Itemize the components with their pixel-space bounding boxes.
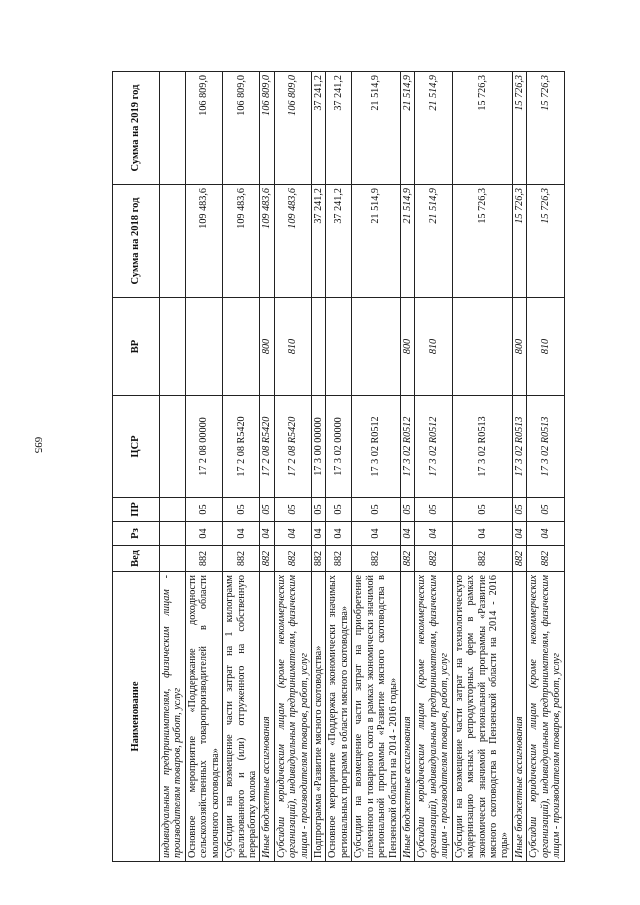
table-row	[415, 72, 452, 862]
cell-rz: 04	[326, 522, 352, 546]
cell-name: Субсидии юридическим лицам (кроме некоммерческих организаций), индивидуальным предпринимателям, физическим лицам - производителям товаров, работ, услуг	[527, 572, 564, 862]
cell-ved: 882	[415, 546, 452, 572]
cell-rz: 04	[185, 522, 222, 546]
cell-pr: 05	[401, 498, 415, 522]
cell-pr: 05	[185, 498, 222, 522]
cell-rz: 04	[452, 522, 512, 546]
table-row	[260, 72, 274, 862]
cell-ved: 882	[527, 546, 564, 572]
cell-csr: 17 3 02 R0512	[401, 396, 415, 498]
cell-csr: 17 3 02 R0512	[415, 396, 452, 498]
cell-vr: 810	[274, 298, 311, 396]
table-row	[223, 72, 260, 862]
cell-sum-2018: 37 241,2	[312, 185, 326, 298]
cell-name: Основное мероприятие «Поддержка экономически значимых региональных программ в области мясного скотоводства»	[326, 572, 352, 862]
cell-rz: 04	[274, 522, 311, 546]
cell-rz: 04	[312, 522, 326, 546]
cell-csr: 17 2 08 R5420	[260, 396, 274, 498]
cell-csr: 17 3 02 00000	[326, 396, 352, 498]
cell-sum-2019: 21 514,9	[401, 72, 415, 185]
cell-sum-2018: 21 514,9	[415, 185, 452, 298]
header-sum-2019: Сумма на 2019 год	[113, 72, 160, 185]
cell-name: Субсидии на возмещение части затрат на технологическую модернизацию мясных репродукторных ферм в рамках экономически значимой региональной программы «Развитие мясного скотоводства в Пензенской области на 2014 - 2016 годы»	[452, 572, 512, 862]
cell-ved: 882	[260, 546, 274, 572]
cell-name: Субсидии на возмещение части затрат на приобретение племенного и товарного скота в рамках экономически значимой региональной программы «Развитие мясного скотоводства в Пензенской области на 2014 - 2016 годы»	[352, 572, 401, 862]
cell-rz: 04	[260, 522, 274, 546]
cell-sum-2019: 21 514,9	[352, 72, 401, 185]
cell-vr: 810	[527, 298, 564, 396]
cell-vr: 810	[415, 298, 452, 396]
cell-name: Подпрограмма «Развитие мясного скотоводства»	[312, 572, 326, 862]
cell-sum-2018: 109 483,6	[260, 185, 274, 298]
cell-vr	[160, 298, 186, 396]
cell-ved: 882	[185, 546, 222, 572]
rotated-budget-table	[112, 72, 565, 862]
header-pr: ПР	[113, 498, 160, 522]
cell-pr: 05	[415, 498, 452, 522]
cell-vr	[326, 298, 352, 396]
cell-sum-2019: 15 726,3	[512, 72, 526, 185]
cell-vr	[223, 298, 260, 396]
cell-ved: 882	[352, 546, 401, 572]
cell-ved: 882	[326, 546, 352, 572]
cell-name: Субсидии юридическим лицам (кроме некоммерческих организаций), индивидуальным предпринимателям, физическим лицам - производителям товаров, работ, услуг	[415, 572, 452, 862]
cell-sum-2019: 106 809,0	[260, 72, 274, 185]
cell-sum-2019: 21 514,9	[415, 72, 452, 185]
cell-sum-2018	[160, 185, 186, 298]
cell-name: Иные бюджетные ассигнования	[401, 572, 415, 862]
cell-sum-2018: 15 726,3	[452, 185, 512, 298]
cell-sum-2019: 15 726,3	[452, 72, 512, 185]
cell-vr	[352, 298, 401, 396]
table-row	[452, 72, 512, 862]
cell-csr: 17 2 08 00000	[185, 396, 222, 498]
table-row	[512, 72, 526, 862]
cell-sum-2018: 21 514,9	[401, 185, 415, 298]
table-row	[527, 72, 564, 862]
cell-pr: 05	[452, 498, 512, 522]
cell-vr: 800	[512, 298, 526, 396]
cell-sum-2019: 106 809,0	[185, 72, 222, 185]
cell-csr: 17 3 02 R0513	[512, 396, 526, 498]
cell-sum-2018: 37 241,2	[326, 185, 352, 298]
cell-sum-2019: 37 241,2	[326, 72, 352, 185]
cell-csr: 17 2 08 R5420	[274, 396, 311, 498]
cell-csr: 17 3 02 R0513	[452, 396, 512, 498]
cell-rz: 04	[527, 522, 564, 546]
cell-name: Иные бюджетные ассигнования	[260, 572, 274, 862]
cell-pr: 05	[260, 498, 274, 522]
cell-vr	[185, 298, 222, 396]
table-row	[352, 72, 401, 862]
cell-rz: 04	[352, 522, 401, 546]
table-row	[160, 72, 186, 862]
cell-name: Субсидии на возмещение части затрат на 1 килограмм реализованного и (или) отгруженного на собственную переработку молока	[223, 572, 260, 862]
budget-table	[112, 71, 565, 862]
cell-csr	[160, 396, 186, 498]
cell-pr	[160, 498, 186, 522]
cell-csr: 17 2 08 R5420	[223, 396, 260, 498]
cell-sum-2018: 109 483,6	[274, 185, 311, 298]
cell-ved: 882	[312, 546, 326, 572]
cell-ved: 882	[512, 546, 526, 572]
table-row	[401, 72, 415, 862]
header-name: Наименование	[113, 572, 160, 862]
cell-ved	[160, 546, 186, 572]
table-row	[185, 72, 222, 862]
cell-rz: 04	[512, 522, 526, 546]
cell-vr	[452, 298, 512, 396]
cell-sum-2019: 106 809,0	[274, 72, 311, 185]
cell-ved: 882	[223, 546, 260, 572]
table-body	[160, 72, 565, 862]
cell-sum-2018: 109 483,6	[223, 185, 260, 298]
cell-csr: 17 3 02 R0512	[352, 396, 401, 498]
cell-name: индивидуальным предпринимателям, физическим лицам - производителям товаров, работ, услуг	[160, 572, 186, 862]
page-number: 695	[32, 436, 44, 454]
cell-name: Иные бюджетные ассигнования	[512, 572, 526, 862]
cell-vr: 800	[401, 298, 415, 396]
cell-sum-2018: 109 483,6	[185, 185, 222, 298]
header-vr: ВР	[113, 298, 160, 396]
cell-ved: 882	[452, 546, 512, 572]
cell-pr: 05	[326, 498, 352, 522]
cell-ved: 882	[274, 546, 311, 572]
table-row	[312, 72, 326, 862]
cell-sum-2019	[160, 72, 186, 185]
cell-name: Основное мероприятие «Поддержание доходности сельскохозяйственных товаропроизводителей в области молочного скотоводства»	[185, 572, 222, 862]
header-sum-2018: Сумма на 2018 год	[113, 185, 160, 298]
header-csr: ЦСР	[113, 396, 160, 498]
cell-vr: 800	[260, 298, 274, 396]
cell-pr: 05	[527, 498, 564, 522]
cell-sum-2019: 106 809,0	[223, 72, 260, 185]
cell-pr: 05	[312, 498, 326, 522]
cell-rz: 04	[223, 522, 260, 546]
cell-pr: 05	[274, 498, 311, 522]
cell-sum-2019: 15 726,3	[527, 72, 564, 185]
cell-vr	[312, 298, 326, 396]
cell-sum-2018: 15 726,3	[512, 185, 526, 298]
cell-rz	[160, 522, 186, 546]
table-row	[274, 72, 311, 862]
cell-rz: 04	[401, 522, 415, 546]
cell-csr: 17 3 00 00000	[312, 396, 326, 498]
cell-ved: 882	[401, 546, 415, 572]
cell-pr: 05	[512, 498, 526, 522]
cell-sum-2019: 37 241,2	[312, 72, 326, 185]
header-row	[113, 72, 160, 862]
cell-csr: 17 3 02 R0513	[527, 396, 564, 498]
cell-pr: 05	[223, 498, 260, 522]
cell-sum-2018: 15 726,3	[527, 185, 564, 298]
cell-name: Субсидии юридическим лицам (кроме некоммерческих организаций), индивидуальным предпринимателям, физическим лицам - производителям товаров, работ, услуг	[274, 572, 311, 862]
cell-rz: 04	[415, 522, 452, 546]
table-row	[326, 72, 352, 862]
cell-sum-2018: 21 514,9	[352, 185, 401, 298]
header-rz: Рз	[113, 522, 160, 546]
header-ved: Вед	[113, 546, 160, 572]
cell-pr: 05	[352, 498, 401, 522]
